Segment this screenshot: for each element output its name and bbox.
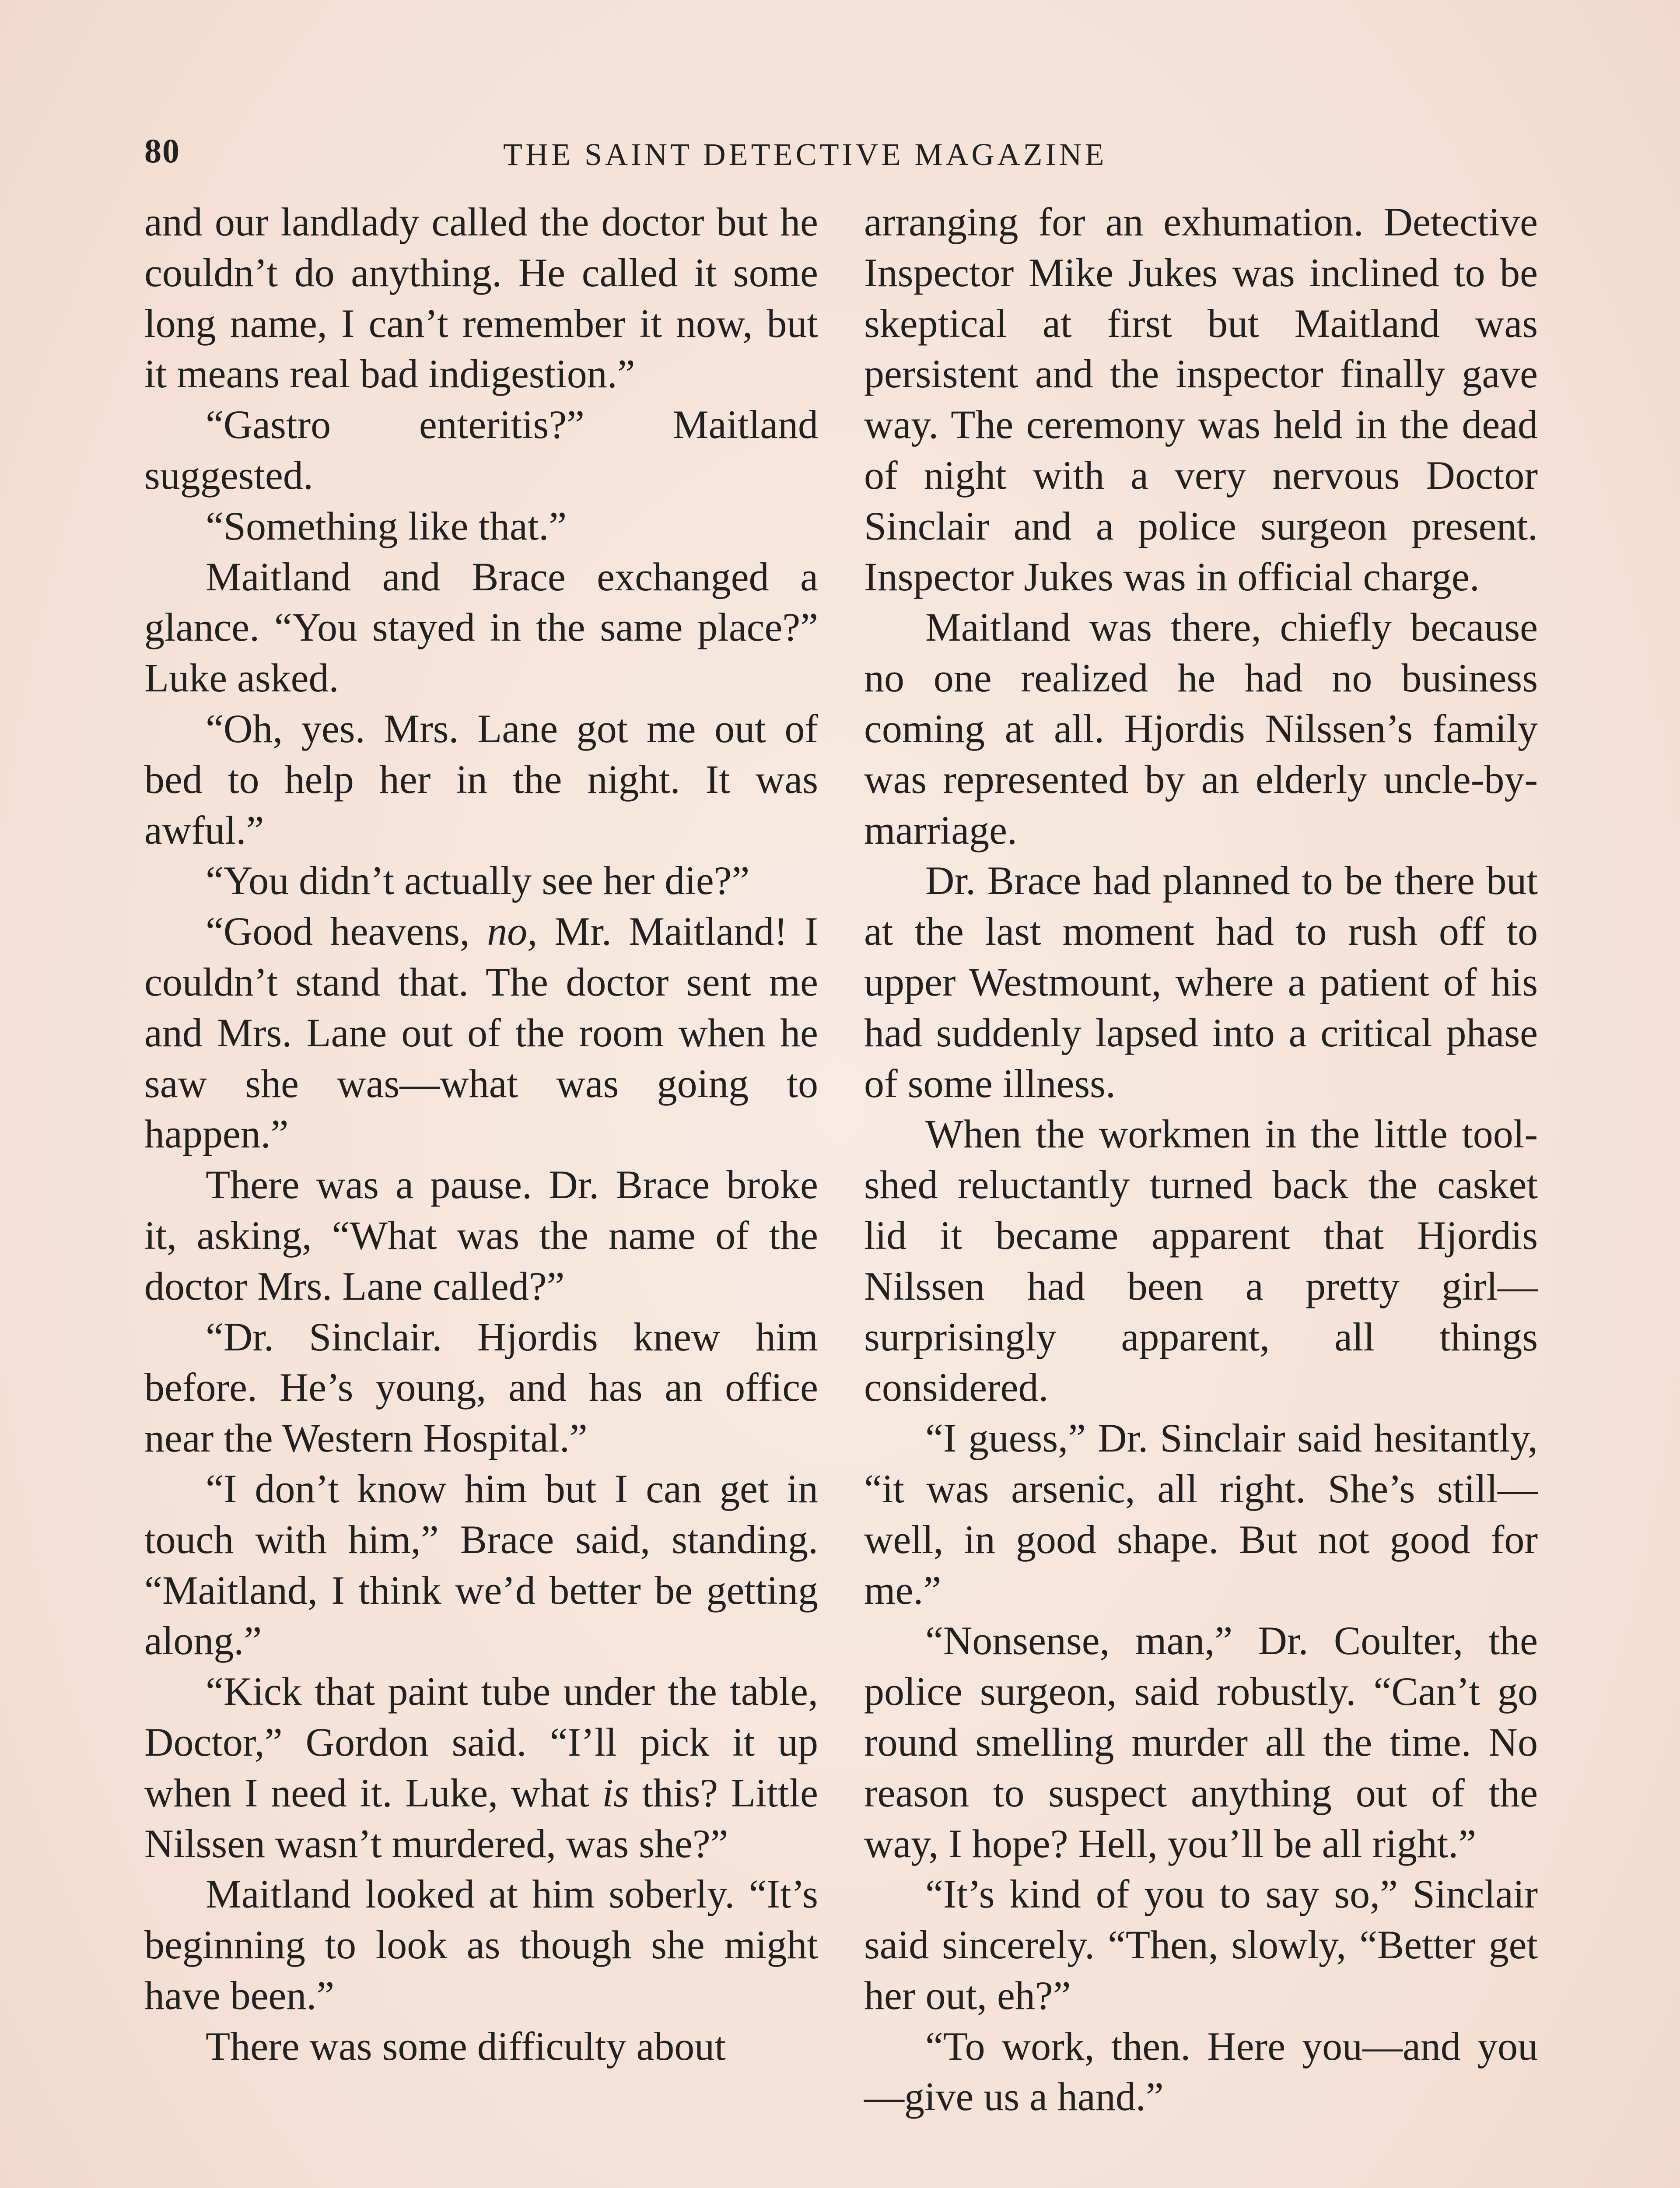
paragraph: “Nonsense, man,” Dr. Coulter, the police surgeon, said robustly. “Can’t go round smelling murder all the time. No reason to suspect anything out of the way, I hope? Hell, you’ll be all right.”	[864, 1618, 1538, 1866]
paragraph: “Oh, yes. Mrs. Lane got me out of bed to help her in the night. It was awful.”	[144, 706, 818, 852]
paragraph: “Gastro enteritis?” Maitland suggested.	[144, 402, 818, 498]
paragraph: Maitland looked at him soberly. “It’s beginning to look as though she might have been.”	[144, 1872, 818, 2018]
page-header	[144, 131, 1544, 184]
paragraph: There was a pause. Dr. Brace broke it, asking, “What was the name of the doctor Mrs. Lane called?”	[144, 1162, 818, 1308]
italic-text: no,	[487, 909, 538, 954]
paragraph: arranging for an exhumation. Detective Inspector Mike Jukes was inclined to be skeptical at first but Maitland was persistent and the inspector finally gave way. The ceremony was held in the dead of night with a very nervous Doctor Sinclair and a police surgeon present. Inspector Jukes was in official charge.	[864, 200, 1538, 599]
paragraph: “It’s kind of you to say so,” Sinclair said sincerely. “Then, slowly, “Better get her out, eh?”	[864, 1872, 1538, 2018]
paragraph: “Dr. Sinclair. Hjordis knew him before. He’s young, and has an office near the Western Hospital.”	[144, 1314, 818, 1461]
paragraph: “To work, then. Here you—and you—give us a hand.”	[864, 2023, 1538, 2119]
text-run: “Kick that paint tube under the table, Doctor,” Gordon said. “I’ll pick it up when I need it. Luke, what	[144, 1669, 818, 1815]
paragraph: “I don’t know him but I can get in touch with him,” Brace said, standing. “Maitland, I think we’d better be getting along.”	[144, 1466, 818, 1663]
text-run: Mr. Maitland! I couldn’t stand that. The doctor sent me and Mrs. Lane out of the room when he saw she was—what was going to happen.”	[144, 909, 818, 1157]
paragraph: and our landlady called the doctor but he couldn’t do anything. He called it some long name, I can’t remember it now, but it means real bad indigestion.”	[144, 200, 818, 396]
text-run: “Good heavens,	[206, 909, 487, 954]
paragraph: “Something like that.”	[206, 503, 567, 548]
paragraph: “You didn’t actually see her die?”	[206, 858, 750, 903]
paragraph: Maitland and Brace exchanged a glance. “You stayed in the same place?” Luke asked.	[144, 554, 818, 701]
right-column	[864, 197, 1538, 2122]
page-number: 80	[144, 132, 180, 170]
text-run: this? Little Nilssen wasn’t murdered, was she?”	[144, 1770, 818, 1866]
paragraph: Maitland was there, chiefly because no one realized he had no business coming at all. Hjordis Nilssen’s family was represented by an elderly uncle-by-marriage.	[864, 605, 1538, 852]
paragraph: Dr. Brace had planned to be there but at the last moment had to rush off to upper Westmount, where a patient of his had suddenly lapsed into a critical phase of some illness.	[864, 858, 1538, 1106]
paragraph: There was some difficulty about	[206, 2023, 726, 2069]
left-column	[144, 197, 818, 2072]
italic-text: is	[602, 1770, 629, 1815]
paragraph	[144, 1666, 818, 1869]
magazine-title: THE SAINT DETECTIVE MAGAZINE	[503, 137, 1107, 172]
paragraph: “I guess,” Dr. Sinclair said hesitantly, “it was arsenic, all right. She’s still—well, in good shape. But not good for me.”	[864, 1416, 1538, 1613]
paragraph	[144, 906, 818, 1160]
paragraph: When the workmen in the little tool-shed reluctantly turned back the casket lid it became apparent that Hjordis Nilssen had been a pretty girl—surprisingly apparent, all things considered.	[864, 1112, 1538, 1410]
